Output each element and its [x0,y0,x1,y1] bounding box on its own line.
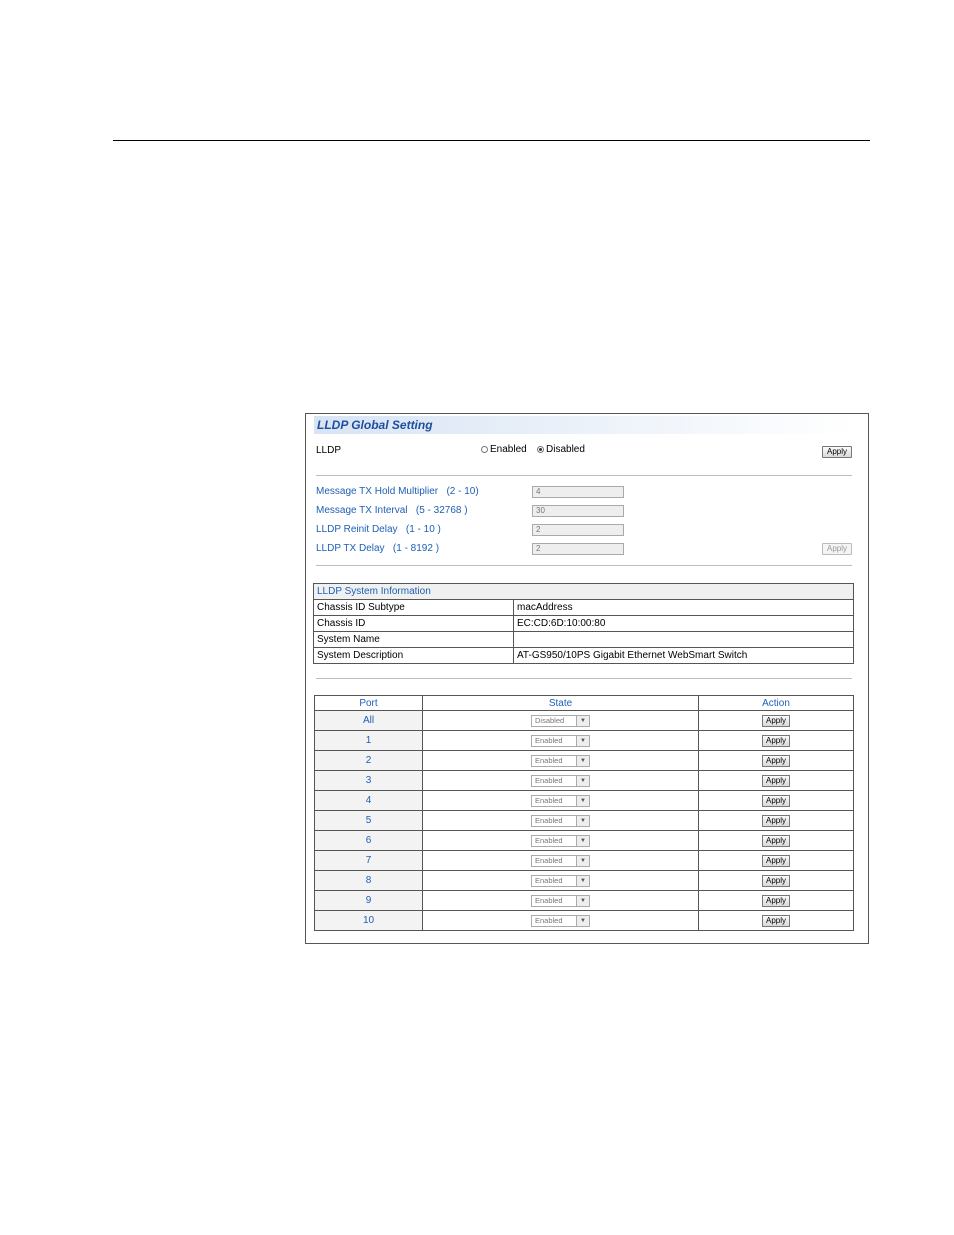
port-column-header: Port [315,696,423,711]
chevron-down-icon[interactable]: ▼ [576,816,589,826]
action-cell [699,831,854,851]
sys-info-label: Chassis ID Subtype [314,600,514,616]
state-select[interactable] [531,915,590,927]
state-cell [423,791,699,811]
sys-info-label: System Description [314,648,514,664]
action-cell [699,871,854,891]
port-apply-button[interactable]: Apply [762,735,790,747]
state-select[interactable] [531,795,590,807]
action-column-header: Action [699,696,854,711]
lldp-disabled-radio[interactable] [537,444,585,455]
chevron-down-icon[interactable]: ▼ [576,856,589,866]
table-row [315,731,854,751]
port-number: All [315,711,423,731]
lldp-enabled-label: Enabled [490,444,527,455]
page-top-rule [113,140,870,141]
radio-icon[interactable] [481,446,488,453]
tx-delay-label: LLDP TX Delay (1 - 8192 ) [316,543,440,554]
state-value: Enabled [535,895,563,905]
state-value: Enabled [535,875,563,885]
state-column-header: State [423,696,699,711]
port-apply-button[interactable]: Apply [762,815,790,827]
state-value: Enabled [535,755,563,765]
state-select[interactable] [531,835,590,847]
port-number: 6 [315,831,423,851]
state-value: Enabled [535,775,563,785]
table-row [314,632,854,648]
tx-interval-input[interactable]: 30 [532,505,624,517]
action-cell [699,811,854,831]
table-row [314,648,854,664]
sys-info-label: Chassis ID [314,616,514,632]
lldp-apply-button[interactable]: Apply [822,446,852,458]
chevron-down-icon[interactable]: ▼ [576,916,589,926]
port-number: 7 [315,851,423,871]
table-row [315,891,854,911]
state-value: Enabled [535,835,563,845]
port-number: 9 [315,891,423,911]
radio-icon[interactable] [537,446,544,453]
action-cell [699,791,854,811]
port-apply-button[interactable]: Apply [762,895,790,907]
chevron-down-icon[interactable]: ▼ [576,836,589,846]
state-cell [423,911,699,931]
port-apply-button[interactable]: Apply [762,835,790,847]
chevron-down-icon[interactable]: ▼ [576,796,589,806]
chevron-down-icon[interactable]: ▼ [576,896,589,906]
divider [316,475,852,476]
table-row [315,751,854,771]
chevron-down-icon[interactable]: ▼ [576,716,589,726]
action-cell [699,851,854,871]
state-cell [423,831,699,851]
lldp-enabled-radio[interactable] [481,444,527,455]
chevron-down-icon[interactable]: ▼ [576,876,589,886]
chevron-down-icon[interactable]: ▼ [576,736,589,746]
state-select[interactable] [531,875,590,887]
port-state-table [314,695,854,931]
state-value: Enabled [535,735,563,745]
lldp-disabled-label: Disabled [546,444,585,455]
port-apply-button[interactable]: Apply [762,855,790,867]
state-select[interactable] [531,755,590,767]
state-value: Enabled [535,855,563,865]
port-number: 8 [315,871,423,891]
sys-info-value: EC:CD:6D:10:00:80 [514,616,854,632]
reinit-delay-label: LLDP Reinit Delay (1 - 10 ) [316,524,441,535]
port-apply-button[interactable]: Apply [762,755,790,767]
tx-delay-input[interactable]: 2 [532,543,624,555]
state-cell [423,891,699,911]
page-title: LLDP Global Setting [317,418,433,432]
chevron-down-icon[interactable]: ▼ [576,776,589,786]
state-cell [423,731,699,751]
action-cell [699,731,854,751]
sys-info-value [514,632,854,648]
sys-info-value: AT-GS950/10PS Gigabit Ethernet WebSmart Switch [514,648,854,664]
port-apply-button[interactable]: Apply [762,875,790,887]
divider [316,678,852,679]
hold-multiplier-input[interactable]: 4 [532,486,624,498]
port-number: 5 [315,811,423,831]
chevron-down-icon[interactable]: ▼ [576,756,589,766]
action-cell [699,911,854,931]
lldp-label: LLDP [316,445,342,456]
hold-multiplier-label: Message TX Hold Multiplier (2 - 10) [316,486,479,497]
divider [316,565,852,566]
sys-info-label: System Name [314,632,514,648]
table-row [315,771,854,791]
action-cell [699,771,854,791]
action-cell [699,891,854,911]
state-value: Disabled [535,715,565,725]
sys-info-value: macAddress [514,600,854,616]
state-select[interactable] [531,775,590,787]
port-apply-button[interactable]: Apply [762,915,790,927]
port-number: 10 [315,911,423,931]
state-select[interactable] [531,715,590,727]
table-row [315,791,854,811]
port-apply-button[interactable]: Apply [762,795,790,807]
port-number: 2 [315,751,423,771]
state-value: Enabled [535,915,563,925]
state-cell [423,711,699,731]
state-cell [423,871,699,891]
state-cell [423,751,699,771]
action-cell [699,751,854,771]
tx-interval-label: Message TX Interval (5 - 32768 ) [316,505,468,516]
table-row [315,831,854,851]
table-row [315,871,854,891]
settings-apply-button[interactable]: Apply [822,543,852,555]
state-cell [423,771,699,791]
state-value: Enabled [535,795,563,805]
table-row [315,811,854,831]
state-select[interactable] [531,735,590,747]
panel-header [314,416,854,434]
port-apply-button[interactable]: Apply [762,775,790,787]
table-row [315,711,854,731]
port-number: 4 [315,791,423,811]
system-info-table [313,583,854,664]
state-cell [423,851,699,871]
system-info-title: LLDP System Information [314,584,854,600]
state-select[interactable] [531,855,590,867]
state-select[interactable] [531,895,590,907]
table-row [315,911,854,931]
port-number: 1 [315,731,423,751]
state-value: Enabled [535,815,563,825]
port-number: 3 [315,771,423,791]
state-select[interactable] [531,815,590,827]
reinit-delay-input[interactable]: 2 [532,524,624,536]
table-row [315,851,854,871]
table-row [314,616,854,632]
table-row [314,600,854,616]
action-cell [699,711,854,731]
state-cell [423,811,699,831]
port-apply-button[interactable]: Apply [762,715,790,727]
